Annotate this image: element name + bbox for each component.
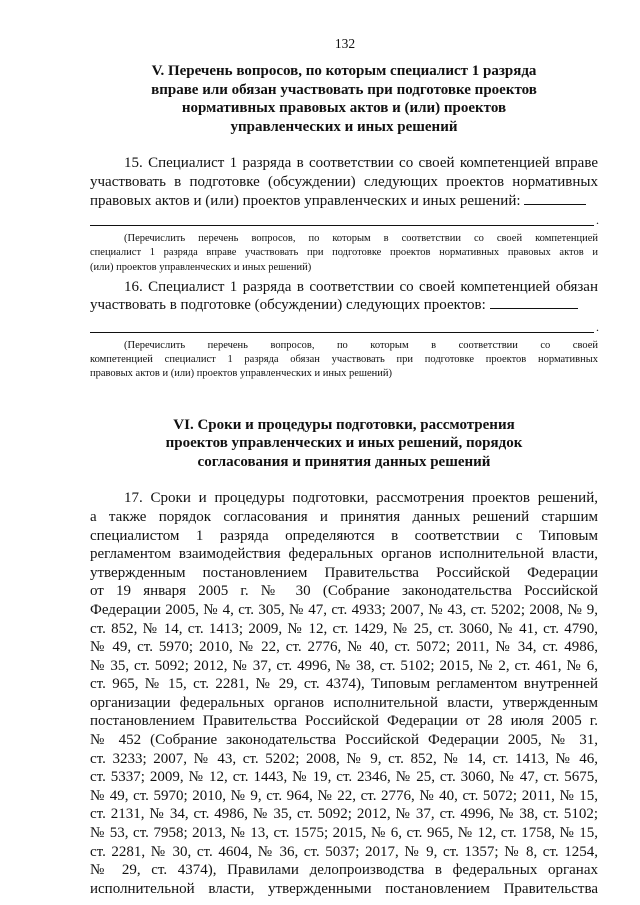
note-line: специалист 1 разряда вправе участвовать при подготовке проектов нормативных правовых актов и (90, 247, 598, 259)
fill-in-blank (524, 192, 586, 205)
heading-line: согласования и принятия данных решений (197, 453, 491, 470)
fill-in-rule (90, 212, 599, 228)
instruction-note-15 (90, 232, 598, 275)
paragraph-line: ст. 3233; 2007, № 43, ст. 5202; 2008, № 9, ст. 852, № 14, ст. 1413, № 46, (90, 750, 598, 767)
paragraph-line: а также порядок согласования и принятия данных решений старшим (90, 508, 598, 525)
paragraph-line: организации федеральных органов исполнительной власти, утвержденным (90, 694, 598, 711)
paragraph-line: № 452 (Собрание законодательства Российской Федерации 2005, № 31, (90, 732, 598, 749)
paragraph-15 (90, 154, 598, 210)
paragraph-line: № 49, ст. 5970; 2010, № 22, ст. 2776, № 40, ст. 5072; 2011, № 34, ст. 4986, (90, 639, 598, 656)
paragraph-line: от 19 января 2005 г. № 30 (Собрание законодательства Российской (90, 583, 598, 600)
rule-end-dot: . (596, 319, 599, 334)
instruction-note-16 (90, 339, 598, 382)
paragraph-16 (90, 278, 598, 315)
section-6-heading (90, 416, 598, 472)
paragraph-line: участвовать в подготовке (обсуждении) следующих проектов нормативных (90, 173, 598, 190)
paragraph-line-text: участвовать в подготовке (обсуждении) следующих проектов: (90, 297, 486, 314)
heading-line: нормативных правовых актов и (или) проектов (181, 100, 507, 117)
note-line: правовых актов и (или) проектов управленческих и иных решений) (90, 368, 392, 380)
paragraph-line (90, 296, 598, 315)
paragraph-line: 17. Сроки и процедуры подготовки, рассмотрения проектов решений, (124, 490, 598, 507)
paragraph-line: Федерации 2005, № 4, ст. 305, № 47, ст. 4933; 2007, № 43, ст. 5202; 2008, № 9, (90, 601, 598, 618)
paragraph-line: № 49, ст. 5970; 2010, № 9, ст. 964, № 22, ст. 2776, № 40, ст. 5072; 2011, № 15, (90, 787, 598, 804)
paragraph-line: № 53, ст. 7958; 2013, № 13, ст. 1575; 2015, № 6, ст. 965, № 12, ст. 1758, № 15, (90, 825, 598, 842)
paragraph-line: 16. Специалист 1 разряда в соответствии со своей компетенцией обязан (124, 278, 598, 295)
heading-line: проектов управленческих и иных решений, порядок (165, 435, 523, 452)
paragraph-line-text: правовых актов и (или) проектов управленческих и иных решений: (90, 192, 521, 209)
heading-line: VI. Сроки и процедуры подготовки, рассмотрения (173, 416, 515, 433)
paragraph-line: постановлением Правительства Российской Федерации от 28 июля 2005 г. (90, 713, 598, 730)
paragraph-line: исполнительной власти, утвержденными постановлением Правительства (90, 880, 598, 897)
paragraph-line: регламентом взаимодействия федеральных органов исполнительной власти, (90, 546, 598, 563)
paragraph-line: ст. 5337; 2009, № 12, ст. 1443, № 19, ст. 2346, № 25, ст. 3060, № 47, ст. 5675, (90, 769, 598, 786)
fill-in-blank (490, 296, 578, 309)
section-5-heading (90, 62, 598, 136)
fill-in-rule (90, 319, 599, 334)
paragraph-line: специалистом 1 разряда определяются в соответствии с Типовым (90, 527, 598, 544)
paragraph-17 (90, 489, 598, 898)
paragraph-line (90, 192, 598, 211)
heading-line: V. Перечень вопросов, по которым специалист 1 разряда (151, 63, 537, 79)
note-line: (или) проектов управленческих и иных решений) (90, 261, 312, 273)
paragraph-line: № 35, ст. 5092; 2012, № 37, ст. 4996, № 38, ст. 5102; 2015, № 2, ст. 461, № 6, (90, 657, 598, 674)
heading-line: управленческих и иных решений (230, 118, 458, 135)
paragraph-line: ст. 852, № 14, ст. 1413; 2009, № 12, ст. 1429, № 25, ст. 3060, № 41, ст. 4790, (90, 620, 598, 637)
paragraph-line: ст. 2281, № 30, ст. 4604, № 36, ст. 5037; 2017, № 9, ст. 1357; № 8, ст. 1254, (90, 843, 598, 860)
note-line: (Перечислить перечень вопросов, по которым в соответствии со своей (124, 339, 598, 351)
document-page (90, 36, 598, 898)
paragraph-line: ст. 2131, № 34, ст. 4986, № 35, ст. 5092; 2012, № 37, ст. 4996, № 38, ст. 5102; (90, 806, 598, 823)
paragraph-line: № 29, ст. 4374), Правилами делопроизводства в федеральных органах (90, 862, 598, 879)
paragraph-line: 15. Специалист 1 разряда в соответствии со своей компетенцией вправе (124, 155, 598, 172)
note-line: компетенцией специалист 1 разряда обязан участвовать при подготовке проектов нормативных (90, 354, 598, 366)
paragraph-line: утвержденным постановлением Правительства Российской Федерации (90, 564, 598, 581)
rule-end-dot: . (596, 213, 599, 228)
heading-line: вправе или обязан участвовать при подготовке проектов (151, 81, 537, 98)
paragraph-line: ст. 965, № 15, ст. 2281, № 29, ст. 4374), Типовым регламентом внутренней (90, 676, 598, 693)
note-line: (Перечислить перечень вопросов, по которым в соответствии со своей компетенцией (124, 233, 598, 245)
page-number: 132 (334, 36, 356, 51)
